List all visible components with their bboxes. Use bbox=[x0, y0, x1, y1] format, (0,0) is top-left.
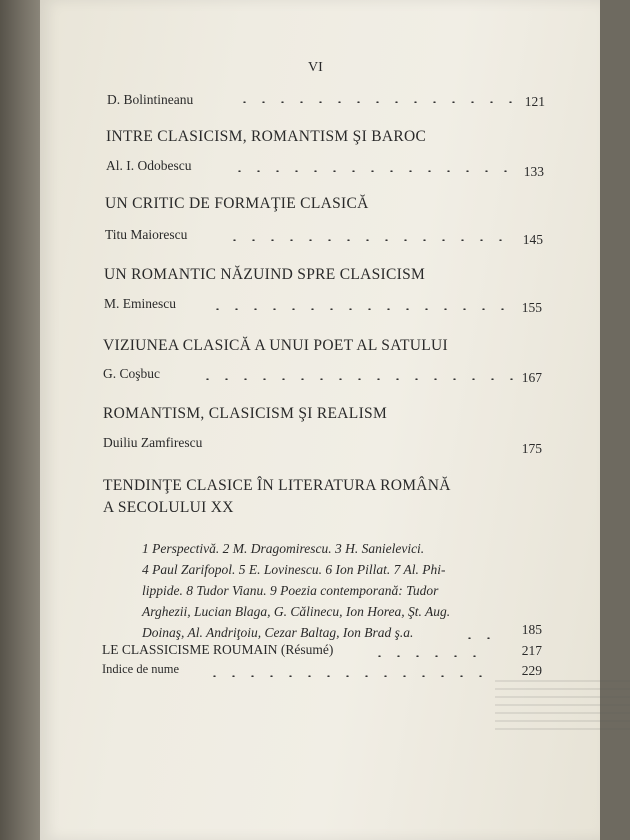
leader-dots bbox=[205, 675, 487, 677]
toc-index-entry: Indice de nume bbox=[102, 662, 180, 676]
subchapter-line: lippide. 8 Tudor Vianu. 9 Poezia contemporană: Tudor bbox=[142, 583, 439, 598]
toc-page-number: 155 bbox=[521, 300, 542, 315]
book-page bbox=[40, 0, 600, 840]
toc-section-heading: UN ROMANTIC NĂZUIND SPRE CLASICISM bbox=[104, 266, 426, 283]
toc-entry-author: G. Coşbuc bbox=[103, 366, 160, 381]
toc-entry-author: Titu Maiorescu bbox=[105, 227, 188, 242]
leader-dots bbox=[230, 170, 515, 172]
leader-dots bbox=[235, 101, 520, 103]
toc-section-heading-line2: A SECOLULUI XX bbox=[103, 499, 234, 516]
toc-entry-author: D. Bolintineanu bbox=[107, 92, 194, 107]
toc-entry-author: Duiliu Zamfirescu bbox=[103, 435, 203, 450]
leader-dots bbox=[370, 655, 485, 657]
toc-entry-author: Al. I. Odobescu bbox=[106, 158, 192, 173]
subchapter-line: Arghezii, Lucian Blaga, G. Călinecu, Ion Horea, Şt. Aug. bbox=[142, 604, 451, 619]
page-number: VI bbox=[308, 60, 323, 75]
leader-dots bbox=[208, 308, 513, 310]
toc-page-number: 121 bbox=[524, 94, 545, 109]
toc-section-heading: ROMANTISM, CLASICISM ŞI REALISM bbox=[103, 405, 388, 422]
toc-section-heading: VIZIUNEA CLASICĂ A UNUI POET AL SATULUI bbox=[103, 337, 448, 354]
toc-section-heading: UN CRITIC DE FORMAŢIE CLASICĂ bbox=[105, 195, 369, 212]
toc-page-number: 167 bbox=[521, 370, 542, 385]
toc-page-number: 229 bbox=[521, 663, 542, 678]
toc-section-heading: TENDINŢE CLASICE ÎN LITERATURA ROMÂNĂ bbox=[103, 477, 451, 494]
toc-section-heading: INTRE CLASICISM, ROMANTISM ŞI BAROC bbox=[106, 128, 427, 145]
toc-page-number: 185 bbox=[521, 622, 542, 637]
leader-dots bbox=[225, 239, 515, 241]
subchapter-line: Doinaş, Al. Andriţoiu, Cezar Baltag, Ion Brad ş.a. bbox=[142, 625, 414, 640]
bleed-through-text bbox=[495, 680, 630, 730]
toc-entry-author: M. Eminescu bbox=[104, 296, 176, 311]
toc-page-number: 133 bbox=[523, 164, 544, 179]
book-spine-shadow bbox=[0, 0, 44, 840]
leader-dots bbox=[198, 378, 514, 380]
toc-page-number: 175 bbox=[521, 441, 542, 456]
toc-page-number: 217 bbox=[521, 643, 542, 658]
toc-resume-entry: LE CLASSICISME ROUMAIN (Résumé) bbox=[102, 642, 334, 657]
toc-page-number: 145 bbox=[522, 232, 543, 247]
subchapter-line: 1 Perspectivă. 2 M. Dragomirescu. 3 H. Sanielevici. bbox=[142, 541, 425, 556]
subchapter-line: 4 Paul Zarifopol. 5 E. Lovinescu. 6 Ion Pillat. 7 Al. Phi- bbox=[142, 562, 446, 577]
